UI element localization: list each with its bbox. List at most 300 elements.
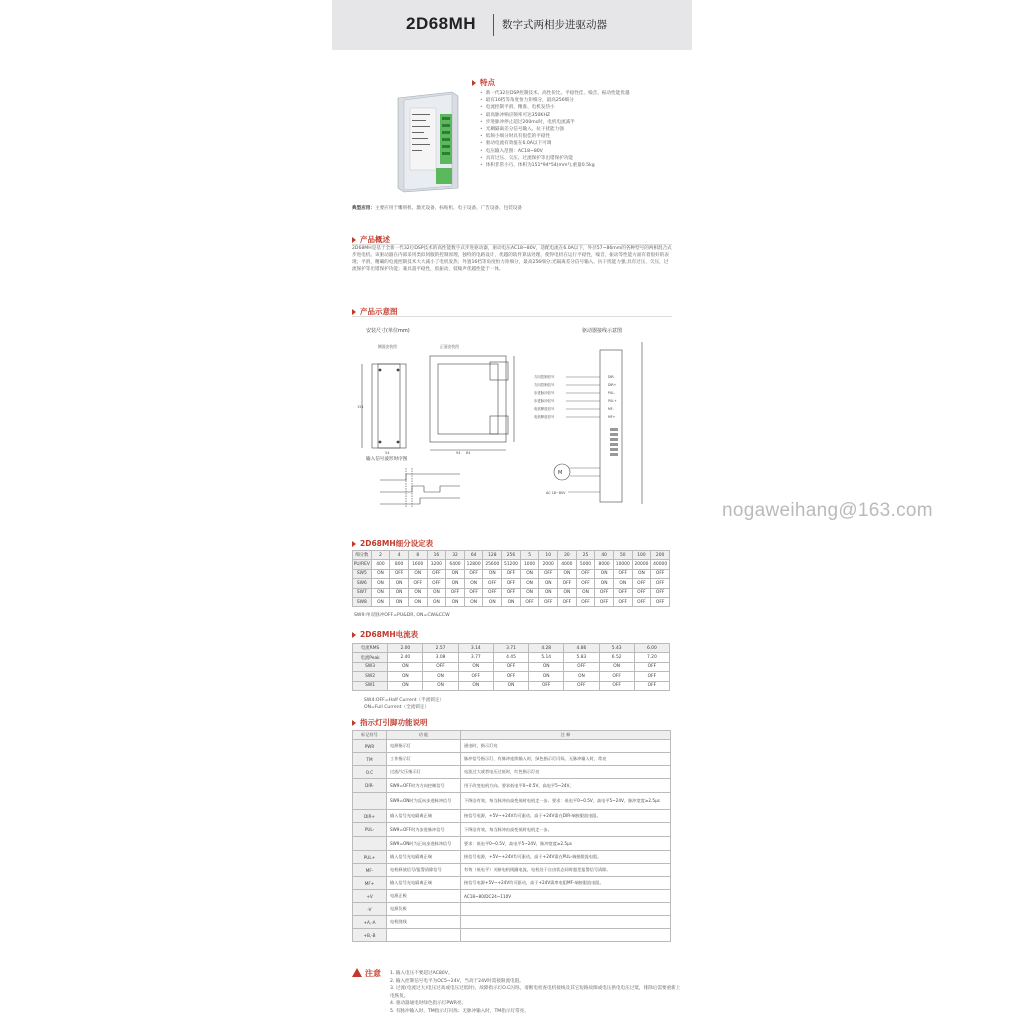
- table-header-cell: 3.71: [493, 644, 528, 653]
- warning-icon: [352, 968, 362, 977]
- table-header-cell: 2: [371, 551, 390, 560]
- feature-item: • 光耦隔离差分信号输入，抗干扰能力强: [480, 126, 680, 133]
- table-cell: OFF: [427, 579, 446, 588]
- table-header-cell: 5.43: [599, 644, 634, 653]
- table-header-cell: 3.14: [458, 644, 493, 653]
- table-cell: OFF: [632, 579, 651, 588]
- table-cell: 接信号电源+5V~+24V均可驱动，高于+24V需串电阻MF-端接限流电阻。: [461, 877, 671, 890]
- table-cell: OFF: [613, 569, 632, 578]
- table-cell: 7.20: [634, 653, 669, 662]
- table-cell: ON: [502, 597, 521, 606]
- wiring-diagram: [532, 328, 682, 518]
- table-cell: 5000: [576, 560, 595, 569]
- current-table: [352, 643, 670, 691]
- install-dimension-drawing: [350, 328, 520, 518]
- terminal-4: PUL+: [608, 399, 617, 403]
- table-cell: ON: [390, 588, 409, 597]
- table-cell: ON: [458, 681, 493, 690]
- current-title-text: 2D68MH电流表: [360, 630, 419, 639]
- table-cell: ON: [595, 569, 614, 578]
- table-cell: ON: [493, 681, 528, 690]
- section-marker-icon: [352, 309, 356, 315]
- section-marker-icon: [352, 720, 356, 726]
- table-row: [353, 753, 671, 766]
- table-cell: OFF: [483, 579, 502, 588]
- table-cell: PU/REV: [353, 560, 372, 569]
- table-cell: 输入信号光电隔离正端: [387, 877, 461, 890]
- table-cell: OFF: [529, 681, 564, 690]
- table-cell: SW9=ON时为正向步进脉冲信号: [387, 837, 461, 851]
- table-cell: 接信号电源，+5V~+24V均可驱动，高于+24V需在DIR-端接限流电阻。: [461, 810, 671, 823]
- ac-supply-label: AC 18~80V: [546, 491, 566, 495]
- warning-item: 2. 输入控制信号电平为OC5~24V，当高于24V时需接限流电阻。: [390, 978, 524, 984]
- table-cell: 4.45: [493, 653, 528, 662]
- table-cell: 20000: [632, 560, 651, 569]
- table-cell: 过流/欠压指示灯: [387, 766, 461, 779]
- table-cell: PUL+: [353, 851, 387, 864]
- table-cell: OFF: [539, 597, 558, 606]
- table-cell: OFF: [446, 588, 465, 597]
- overview-divider: [352, 244, 672, 245]
- table-cell: OFF: [390, 569, 409, 578]
- table-cell: 4000: [558, 560, 577, 569]
- table-cell: ON: [427, 597, 446, 606]
- table-cell: 2000: [539, 560, 558, 569]
- feature-item: • 最有16档等角度恒力矩细分，最高256细分: [480, 97, 680, 104]
- table-cell: ON: [446, 579, 465, 588]
- feature-item: • 具有过压、欠压、过流保护等出错保护功能: [480, 155, 680, 162]
- pins-title: [352, 717, 428, 728]
- table-cell: ON: [564, 672, 599, 681]
- table-cell: ON: [529, 662, 564, 671]
- table-cell: OFF: [502, 579, 521, 588]
- table-cell: MF+: [353, 877, 387, 890]
- table-cell: SW7: [353, 588, 372, 597]
- table-cell: 脉冲信号指示灯，有脉冲连续输入时，绿色指示灯闪烁，无脉冲输入时，常亮: [461, 753, 671, 766]
- dim-94: 94: [456, 451, 461, 455]
- table-cell: OFF: [520, 597, 539, 606]
- table-cell: 6.52: [599, 653, 634, 662]
- table-header-cell: 128: [483, 551, 502, 560]
- table-cell: ON: [408, 597, 427, 606]
- table-cell: 电源正极: [387, 890, 461, 903]
- table-cell: OFF: [558, 579, 577, 588]
- table-cell: OFF: [502, 588, 521, 597]
- warning-item: 3. 过流(电流过大)电压过高或电压过低时)，故障指示灯O.C闪烁，请断电检查电机接线及其它短路故障或电压供电电压过低，排除后需要重新上电恢复。: [390, 986, 681, 999]
- table-row: [353, 793, 671, 810]
- table-row: [353, 560, 670, 569]
- table-header-cell: 10: [539, 551, 558, 560]
- table-cell: ON: [464, 597, 483, 606]
- terminal-6: MF+: [608, 415, 616, 419]
- table-cell: 输入信号光电隔离正端: [387, 810, 461, 823]
- table-cell: DIR-: [353, 779, 387, 793]
- side-view-label: 侧面安装图: [378, 344, 397, 349]
- product-subtitle: 数字式两相步进驱动器: [502, 19, 607, 31]
- table-row: [353, 662, 670, 671]
- terminal-3: PUL-: [608, 391, 616, 395]
- table-cell: OFF: [599, 672, 634, 681]
- table-cell: ON: [529, 672, 564, 681]
- table-cell: OFF: [427, 569, 446, 578]
- section-marker-icon: [352, 632, 356, 638]
- table-header-row: [353, 731, 671, 740]
- table-cell: 下降沿有效，每当脉冲由高变低时电机走一步。要求：低电平0~0.5V，高电平5~24V，脉冲宽度≥2.5μs: [461, 793, 671, 810]
- feature-item: • 最高脉冲响应频率可达350KHZ: [480, 112, 680, 119]
- table-cell: OFF: [632, 588, 651, 597]
- table-cell: OFF: [539, 569, 558, 578]
- table-cell: PWR: [353, 740, 387, 753]
- wiring-signal-4: 步进脉冲信号: [534, 399, 555, 403]
- table-cell: ON: [539, 579, 558, 588]
- table-cell: OFF: [651, 579, 670, 588]
- table-cell: [461, 903, 671, 916]
- table-cell: SW1: [353, 681, 388, 690]
- table-cell: 电机绕线: [387, 916, 461, 929]
- pin-function-table: [352, 730, 671, 942]
- wiring-signal-3: 步进脉冲信号: [534, 391, 555, 395]
- table-cell: PUL-: [353, 823, 387, 837]
- table-row: [353, 579, 670, 588]
- table-cell: SW8: [353, 597, 372, 606]
- table-cell: OFF: [576, 569, 595, 578]
- table-cell: ON: [458, 662, 493, 671]
- table-cell: ON: [423, 681, 458, 690]
- table-cell: -V: [353, 903, 387, 916]
- table-cell: 电源负极: [387, 903, 461, 916]
- dim-84: 84: [466, 451, 471, 455]
- subdivision-table: [352, 550, 670, 607]
- motor-symbol: M: [558, 470, 563, 476]
- subdiv-title-text: 2D68MH细分设定表: [360, 539, 434, 548]
- table-header-cell: 功 能: [387, 731, 461, 740]
- subdiv-note: SW9:单双脉冲OFF=PU&DR, ON=CW&CCW: [354, 613, 450, 618]
- dim-54: 54: [385, 451, 390, 455]
- table-cell: ON: [595, 579, 614, 588]
- table-cell: 25600: [483, 560, 502, 569]
- install-label: 安装尺寸(单位mm): [366, 328, 410, 334]
- table-cell: +B,-B: [353, 929, 387, 942]
- product-photo: [392, 90, 462, 194]
- table-cell: OFF: [651, 588, 670, 597]
- table-cell: 要求：低电平0~0.5V，高电平5~24V，脉冲宽度≥2.5μs: [461, 837, 671, 851]
- table-header-cell: 25: [576, 551, 595, 560]
- watermark: nogaweihang@163.com: [722, 500, 933, 521]
- table-cell: ON: [558, 569, 577, 578]
- table-cell: 2.40: [388, 653, 423, 662]
- table-cell: ON: [388, 672, 423, 681]
- table-cell: 10000: [613, 560, 632, 569]
- header-divider: [493, 14, 494, 36]
- table-cell: OFF: [423, 662, 458, 671]
- table-cell: MF-: [353, 864, 387, 877]
- wiring-signal-2: 方向控制信号: [534, 383, 555, 387]
- application-text: 主要应用于雕刻机、激光设备、标贴机、电子设备、广告设备、包装设备: [374, 206, 522, 211]
- table-cell: 3.77: [458, 653, 493, 662]
- table-cell: 400: [371, 560, 390, 569]
- table-cell: 40000: [651, 560, 670, 569]
- table-cell: 51200: [502, 560, 521, 569]
- table-cell: SW3: [353, 662, 388, 671]
- table-cell: OFF: [595, 597, 614, 606]
- warning-item: 5. 有脉冲输入时，TM指示灯闪烁；无脉冲输入时，TM指示灯常亮。: [390, 1008, 529, 1014]
- table-cell: ON: [371, 579, 390, 588]
- table-cell: 6400: [446, 560, 465, 569]
- table-header-cell: 200: [651, 551, 670, 560]
- table-cell: ON: [632, 569, 651, 578]
- table-cell: DIR+: [353, 810, 387, 823]
- table-header-cell: 2.57: [423, 644, 458, 653]
- table-header-cell: 4.86: [564, 644, 599, 653]
- table-cell: 电机释放信号/报警清除信号: [387, 864, 461, 877]
- table-cell: OFF: [634, 672, 669, 681]
- table-cell: [353, 837, 387, 851]
- table-cell: OFF: [558, 597, 577, 606]
- table-cell: 通电时，指示灯亮: [461, 740, 671, 753]
- wiring-signal-1: 方向控制信号: [534, 375, 555, 379]
- wiring-label: 驱动器接线示意图: [582, 328, 623, 334]
- table-header-cell: 50: [613, 551, 632, 560]
- table-cell: 输入信号光电隔离正端: [387, 851, 461, 864]
- table-header-cell: 256: [502, 551, 521, 560]
- table-header-cell: 5: [520, 551, 539, 560]
- table-cell: AC18~80/DC24~110V: [461, 890, 671, 903]
- table-cell: 1600: [408, 560, 427, 569]
- table-cell: 5.83: [564, 653, 599, 662]
- table-cell: 电流Peak: [353, 653, 388, 662]
- features-list: [480, 90, 680, 169]
- table-cell: ON: [427, 588, 446, 597]
- table-cell: ON: [408, 569, 427, 578]
- table-cell: ON: [520, 569, 539, 578]
- table-cell: 8000: [595, 560, 614, 569]
- table-header-cell: 20: [558, 551, 577, 560]
- header-bar: [332, 0, 692, 50]
- table-cell: OFF: [564, 681, 599, 690]
- table-cell: OFF: [632, 597, 651, 606]
- table-cell: ON: [483, 597, 502, 606]
- table-row: [353, 877, 671, 890]
- table-header-cell: 32: [446, 551, 465, 560]
- table-header-cell: 64: [464, 551, 483, 560]
- diagram-title-text: 产品示意图: [360, 307, 398, 316]
- table-cell: OFF: [493, 672, 528, 681]
- table-cell: TM: [353, 753, 387, 766]
- feature-item: • 驱动电流有效值在6.0A以下可调: [480, 140, 680, 147]
- table-cell: ON: [371, 569, 390, 578]
- current-note-1: SW4:OFF=Half Current（半流锁定）: [364, 698, 445, 703]
- terminal-1: DIR-: [608, 375, 615, 379]
- table-header-cell: 100: [632, 551, 651, 560]
- table-cell: OFF: [576, 597, 595, 606]
- table-cell: 工作指示灯: [387, 753, 461, 766]
- product-datasheet: [332, 0, 933, 1024]
- table-cell: ON: [520, 588, 539, 597]
- table-header-cell: 电流RMS: [353, 644, 388, 653]
- table-cell: 1000: [520, 560, 539, 569]
- table-cell: O.C: [353, 766, 387, 779]
- table-cell: OFF: [502, 569, 521, 578]
- table-cell: OFF: [599, 681, 634, 690]
- table-header-row: [353, 551, 670, 560]
- table-cell: OFF: [651, 597, 670, 606]
- application-label: 典型应用：: [352, 206, 375, 211]
- table-cell: ON: [390, 579, 409, 588]
- table-cell: 下降沿有效，每当脉冲由高变低时电机走一步。: [461, 823, 671, 837]
- table-cell: ON: [613, 579, 632, 588]
- table-row: [353, 823, 671, 837]
- table-cell: SW6: [353, 579, 372, 588]
- table-row: [353, 929, 671, 942]
- table-cell: ON: [464, 579, 483, 588]
- table-cell: 用于改变电机方向。要求低电平0~0.5V，高电平5~24V。: [461, 779, 671, 793]
- pins-title-text: 指示灯引脚功能说明: [360, 718, 428, 727]
- table-cell: OFF: [564, 662, 599, 671]
- table-cell: OFF: [651, 569, 670, 578]
- table-row: [353, 740, 671, 753]
- table-cell: ON: [390, 597, 409, 606]
- table-cell: [353, 793, 387, 810]
- table-cell: OFF: [408, 579, 427, 588]
- table-cell: 5.14: [529, 653, 564, 662]
- warning-item: 1. 输入电压不要超过AC80V。: [390, 971, 453, 976]
- diagram-divider: [352, 316, 672, 317]
- wiring-signal-6: 电机释放信号: [534, 415, 555, 419]
- table-cell: ON: [446, 597, 465, 606]
- overview-title-text: 产品概述: [360, 235, 390, 244]
- table-header-cell: 标记符号: [353, 731, 387, 740]
- table-row: [353, 588, 670, 597]
- feature-item: • 低频小细分时具有很佳的平稳性: [480, 133, 680, 140]
- table-cell: ON: [599, 662, 634, 671]
- timing-label: 输入信号波形时序图: [366, 457, 408, 462]
- table-cell: ON: [388, 681, 423, 690]
- table-header-cell: 16: [427, 551, 446, 560]
- table-cell: ON: [408, 588, 427, 597]
- table-cell: 有效（低电平）关断电机线圈电流，电机处于自由状态同时超差报警信号清除。: [461, 864, 671, 877]
- table-row: [353, 569, 670, 578]
- table-row: [353, 851, 671, 864]
- dim-151: 151: [357, 405, 364, 409]
- table-row: [353, 597, 670, 606]
- table-row: [353, 681, 670, 690]
- table-cell: [387, 929, 461, 942]
- table-cell: ON: [423, 672, 458, 681]
- table-row: [353, 672, 670, 681]
- table-row: [353, 837, 671, 851]
- feature-item: • 电流控制平滑、精准、电机发热小: [480, 104, 680, 111]
- table-cell: ON: [446, 569, 465, 578]
- table-cell: OFF: [483, 588, 502, 597]
- table-cell: ON: [371, 588, 390, 597]
- section-marker-icon: [352, 541, 356, 547]
- feature-item: • 步进脉冲停止超过200ms时，电机电流减半: [480, 119, 680, 126]
- table-cell: OFF: [634, 681, 669, 690]
- table-row: [353, 766, 671, 779]
- table-cell: 接信号电源，+5V~+24V均可驱动，高于+24V需在PUL-端接限流电阻。: [461, 851, 671, 864]
- warning-item: 4. 驱动器通电时绿色指示灯PWR亮。: [390, 1001, 467, 1007]
- table-cell: OFF: [493, 662, 528, 671]
- front-view-label: 正面安装图: [440, 344, 459, 349]
- table-header-cell: 2.00: [388, 644, 423, 653]
- table-cell: OFF: [595, 588, 614, 597]
- table-cell: ON: [388, 662, 423, 671]
- table-cell: SW9=ON时为反向步进脉冲信号: [387, 793, 461, 810]
- table-row: [353, 903, 671, 916]
- table-header-cell: 40: [595, 551, 614, 560]
- terminal-5: MF-: [608, 407, 614, 411]
- table-cell: OFF: [464, 588, 483, 597]
- table-cell: OFF: [458, 672, 493, 681]
- table-cell: ON: [483, 569, 502, 578]
- table-cell: ON: [539, 588, 558, 597]
- table-cell: OFF: [464, 569, 483, 578]
- table-row: [353, 653, 670, 662]
- overview-text: 2D68MH是基于全新一代32位DSP技术的高性能数字式步进驱动器，驱动电压AC18~80V，适配电流在6.0A以下，外径57~86mm的各种型号的两相混合式步进电机。该驱动器在内部采用类似伺服的控制原理，独特的电路设计，优越的软件算法处理，使得电机在运行平稳性，噪音，振动等性能方面有着很好的表现；平滑，精确的电流控制技术大大减小了电机发热；外置16档等角度恒力矩细分，最高256细分;光隔离差分信号输入，抗干扰能力强;具有过压，欠压，过流保护等出错保护功能；兼具超平稳性，低振动，低噪声优越性能于一体。: [352, 246, 672, 272]
- table-row: [353, 864, 671, 877]
- table-cell: SW2: [353, 672, 388, 681]
- feature-item: • 电压输入范围：AC18~80V: [480, 148, 680, 155]
- table-header-cell: 6.00: [634, 644, 669, 653]
- current-note-2: ON=Full Current（全流锁定）: [364, 705, 430, 710]
- table-cell: SW5: [353, 569, 372, 578]
- terminal-2: DIR+: [608, 383, 617, 387]
- model-name: 2D68MH: [406, 14, 477, 33]
- table-header-row: [353, 644, 670, 653]
- table-cell: ON: [558, 588, 577, 597]
- table-row: [353, 779, 671, 793]
- application-line: [352, 205, 672, 212]
- subdiv-title: [352, 538, 433, 549]
- table-cell: 3200: [427, 560, 446, 569]
- table-row: [353, 890, 671, 903]
- table-row: [353, 916, 671, 929]
- table-header-cell: 细分数: [353, 551, 372, 560]
- table-cell: 3.08: [423, 653, 458, 662]
- table-cell: OFF: [576, 579, 595, 588]
- wiring-signal-5: 电机释放信号: [534, 407, 555, 411]
- warning-label: 注意: [365, 969, 381, 978]
- table-cell: SW9=OFF时为步进脉冲信号: [387, 823, 461, 837]
- table-cell: 电流过大或者电压过低时，红色指示灯亮: [461, 766, 671, 779]
- table-cell: +V: [353, 890, 387, 903]
- table-cell: [461, 929, 671, 942]
- table-cell: ON: [520, 579, 539, 588]
- table-cell: OFF: [634, 662, 669, 671]
- table-header-cell: 4: [390, 551, 409, 560]
- feature-item: • 新一代32位DSP控制技术、高性价比、平稳性佳、噪音、振动性能优越: [480, 90, 680, 97]
- table-cell: 800: [390, 560, 409, 569]
- current-title: [352, 629, 418, 640]
- table-cell: +A,-A: [353, 916, 387, 929]
- features-title: [472, 77, 495, 88]
- feature-item: • 体积非常小巧、体积为151*94*54(mm³),重量0.5kg: [480, 162, 680, 169]
- table-header-cell: 注 释: [461, 731, 671, 740]
- table-header-cell: 4.28: [529, 644, 564, 653]
- table-cell: [461, 916, 671, 929]
- section-marker-icon: [472, 80, 476, 86]
- table-cell: ON: [371, 597, 390, 606]
- table-cell: 12800: [464, 560, 483, 569]
- table-cell: OFF: [613, 597, 632, 606]
- features-title-text: 特点: [480, 78, 495, 87]
- table-row: [353, 810, 671, 823]
- warning-list: [390, 970, 682, 1016]
- table-cell: ON: [576, 588, 595, 597]
- table-cell: SW9=OFF时为方向控制信号: [387, 779, 461, 793]
- table-cell: 电源指示灯: [387, 740, 461, 753]
- section-marker-icon: [352, 237, 356, 243]
